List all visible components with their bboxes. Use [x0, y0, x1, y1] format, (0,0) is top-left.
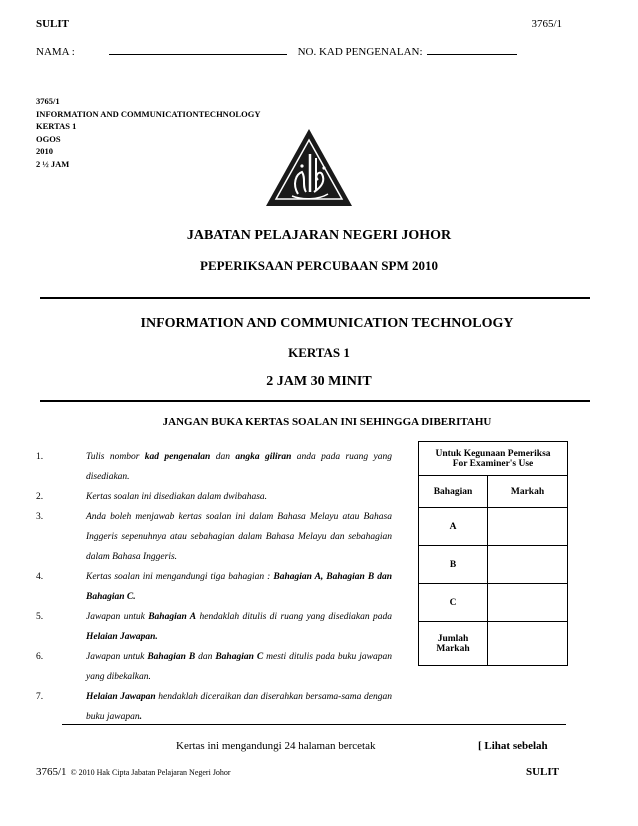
instruction-fragment: mesti ditulis pada buku jawapan yang dibekalkan.	[86, 652, 392, 682]
instruction-item	[36, 607, 392, 647]
footer-left	[36, 766, 231, 778]
examiner-title-line1: Untuk Kegunaan Pemeriksa	[435, 448, 551, 459]
meta-year: 2010	[36, 146, 53, 156]
instruction-fragment: anda pada ruang yang disediakan.	[86, 452, 393, 482]
meta-duration: 2 ½ JAM	[36, 158, 70, 169]
total-line1: Jumlah	[437, 633, 469, 644]
header-sulit: SULIT	[36, 18, 70, 30]
paper-meta	[36, 95, 260, 170]
instruction-number: 5.	[36, 612, 44, 622]
markah-a-cell[interactable]	[488, 508, 568, 546]
row-label-c: C	[419, 584, 488, 622]
instruction-number: 6.	[36, 652, 44, 662]
meta-code: 3765/1	[36, 96, 60, 106]
next-page-text: [ Lihat sebelah	[478, 740, 548, 752]
page-count-text: Kertas ini mengandungi 24 halaman bercetak	[176, 740, 376, 752]
instruction-item	[36, 687, 392, 727]
instruction-text	[86, 447, 392, 487]
meta-subject: INFORMATION AND COMMUNICATIONTECHNOLOGY	[36, 108, 261, 119]
instruction-text	[86, 687, 392, 727]
name-label: NAMA :	[36, 46, 75, 58]
instruction-emphasis: Bahagian A	[148, 612, 197, 622]
footer-divider	[62, 724, 566, 725]
instruction-emphasis: Bahagian A, Bahagian B dan Bahagian C.	[86, 572, 392, 602]
examiner-title-line2: For Examiner's Use	[452, 458, 534, 469]
instruction-emphasis: Bahagian B	[147, 652, 196, 662]
instruction-item	[36, 507, 392, 567]
instruction-fragment: Jawapan untuk	[86, 612, 149, 622]
instruction-emphasis: kad pengenalan	[144, 452, 211, 462]
divider-top	[40, 297, 590, 299]
department-title: JABATAN PELAJARAN NEGERI JOHOR	[186, 228, 452, 243]
instruction-fragment: dan	[195, 652, 216, 662]
row-label-total	[419, 622, 488, 666]
name-row	[36, 44, 517, 58]
instruction-emphasis: Helaian Jawapan.	[86, 632, 158, 642]
instruction-text	[86, 647, 392, 687]
instruction-emphasis: Bahagian C	[215, 652, 264, 662]
name-field[interactable]	[109, 44, 287, 55]
exam-title: PEPERIKSAAN PERCUBAAN SPM 2010	[200, 258, 438, 273]
warning-text: JANGAN BUKA KERTAS SOALAN INI SEHINGGA DIBERITAHU	[162, 416, 492, 428]
col-markah: Markah	[488, 476, 568, 508]
meta-paper: KERTAS 1	[36, 121, 77, 131]
instruction-fragment: dan	[210, 452, 236, 462]
examiner-table-title	[419, 442, 568, 476]
instructions-list	[36, 447, 392, 727]
instruction-number: 3.	[36, 512, 44, 522]
col-bahagian: Bahagian	[419, 476, 488, 508]
markah-c-cell[interactable]	[488, 584, 568, 622]
ic-field[interactable]	[427, 44, 517, 55]
instruction-fragment: Jawapan untuk	[86, 652, 148, 662]
instruction-fragment: Kertas soalan ini disediakan dalam dwibahasa.	[86, 492, 268, 502]
instruction-item	[36, 567, 392, 607]
row-label-a: A	[419, 508, 488, 546]
instruction-text	[86, 487, 392, 507]
markah-b-cell[interactable]	[488, 546, 568, 584]
instruction-fragment: hendaklah diceraikan dan diserahkan bersama-sama dengan buku jawapan	[86, 692, 392, 722]
total-line2: Markah	[436, 643, 470, 654]
subject-title: INFORMATION AND COMMUNICATION TECHNOLOGY	[140, 316, 514, 331]
instruction-text	[86, 567, 392, 607]
instruction-emphasis: Helaian Jawapan	[86, 692, 156, 702]
duration-title: 2 JAM 30 MINIT	[266, 374, 372, 389]
divider-bottom	[40, 400, 590, 402]
instruction-number: 7.	[36, 692, 44, 702]
paper-title: KERTAS 1	[288, 345, 350, 360]
instruction-fragment: Anda boleh menjawab kertas soalan ini dalam Bahasa Melayu atau Bahasa Inggeris sepenuhnya atau sebahagian dalam Bahasa Melayu dan sebahagian dalam Bahasa Inggeris.	[86, 512, 392, 562]
markah-total-cell[interactable]	[488, 622, 568, 666]
instruction-number: 2.	[36, 492, 44, 502]
footer-sulit: SULIT	[526, 766, 560, 778]
instruction-item	[36, 487, 392, 507]
instruction-item	[36, 447, 392, 487]
instruction-emphasis: angka giliran	[235, 452, 292, 462]
instruction-text	[86, 507, 392, 567]
instruction-fragment: Tulis nombor	[86, 452, 145, 462]
instruction-text	[86, 607, 392, 647]
instruction-fragment: hendaklah ditulis di ruang yang disediakan pada	[196, 612, 392, 622]
instruction-number: 1.	[36, 452, 44, 462]
jabatan-crest-icon	[262, 126, 356, 214]
instruction-emphasis: .	[139, 712, 142, 722]
footer-code: 3765/1	[36, 766, 67, 778]
ic-label: NO. KAD PENGENALAN:	[297, 46, 423, 58]
meta-month: OGOS	[36, 133, 61, 144]
instruction-item	[36, 647, 392, 687]
header-code: 3765/1	[531, 18, 562, 30]
instruction-fragment: Kertas soalan ini mengandungi tiga bahagian :	[86, 572, 274, 582]
row-label-b: B	[419, 546, 488, 584]
examiner-table	[418, 441, 568, 666]
copyright-text: © 2010 Hak Cipta Jabatan Pelajaran Negeri Johor	[70, 768, 231, 777]
instruction-number: 4.	[36, 572, 44, 582]
